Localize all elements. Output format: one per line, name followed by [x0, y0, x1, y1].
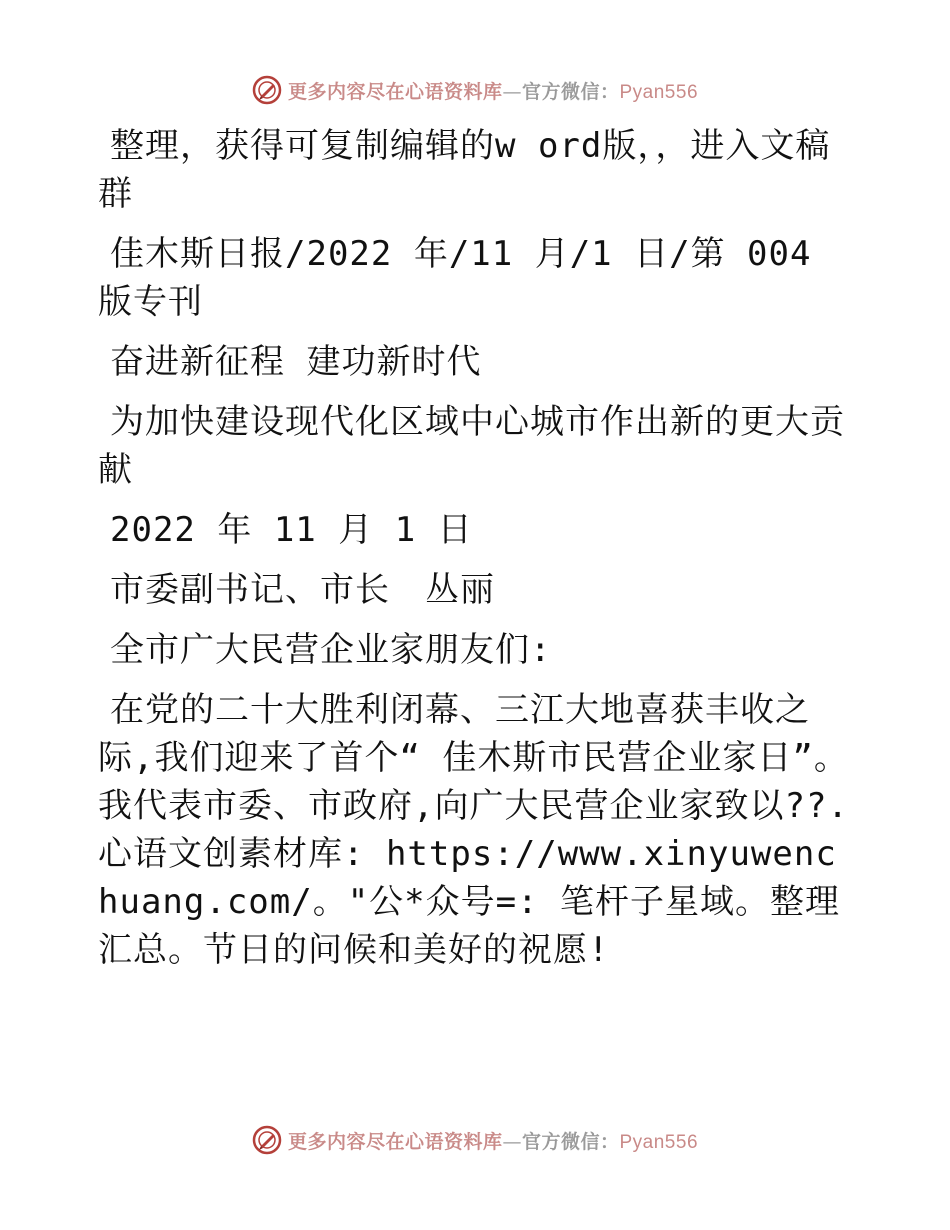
watermark-site: 更多内容尽在心语资料库	[287, 80, 503, 103]
watermark-text	[288, 1127, 698, 1154]
date-line: 2022 年 11 月 1 日	[110, 510, 473, 550]
source-line: 佳木斯日报/2022 年/11 月/1 日/第 004 版专刊	[98, 234, 812, 322]
seal-pen-icon	[252, 75, 282, 105]
watermark-site: 更多内容尽在心语资料库	[287, 1130, 503, 1153]
watermark-text	[288, 77, 698, 104]
intro-note: 整理，获得可复制编辑的w ord版，，进入文稿群	[98, 126, 831, 214]
seal-pen-icon	[252, 1125, 282, 1155]
watermark-official: 官方微信：	[521, 80, 620, 103]
headline: 奋进新征程 建功新时代	[110, 342, 482, 382]
watermark-handle: Pyan556	[619, 81, 699, 103]
author-line: 市委副书记、市长 丛丽	[110, 570, 495, 610]
watermark-official: 官方微信：	[521, 1130, 620, 1153]
watermark-dash: —	[502, 80, 522, 103]
salutation: 全市广大民营企业家朋友们:	[110, 630, 552, 670]
watermark-dash: —	[502, 1130, 522, 1153]
watermark-header	[0, 70, 950, 110]
watermark-footer	[0, 1120, 950, 1160]
watermark-handle: Pyan556	[619, 1131, 699, 1153]
document-body	[98, 122, 858, 986]
body-paragraph: 在党的二十大胜利闭幕、三江大地喜获丰收之际,我们迎来了首个“ 佳木斯市民营企业家日”。我代表市委、市政府,向广大民营企业家致以??.心语文创素材库: https://www.xinyuwenchuang.com/。"公*众号=: 笔杆子星域。整理汇总。节日的问候和美好的祝愿!	[98, 690, 849, 970]
subheadline: 为加快建设现代化区域中心城市作出新的更大贡献	[98, 402, 845, 490]
